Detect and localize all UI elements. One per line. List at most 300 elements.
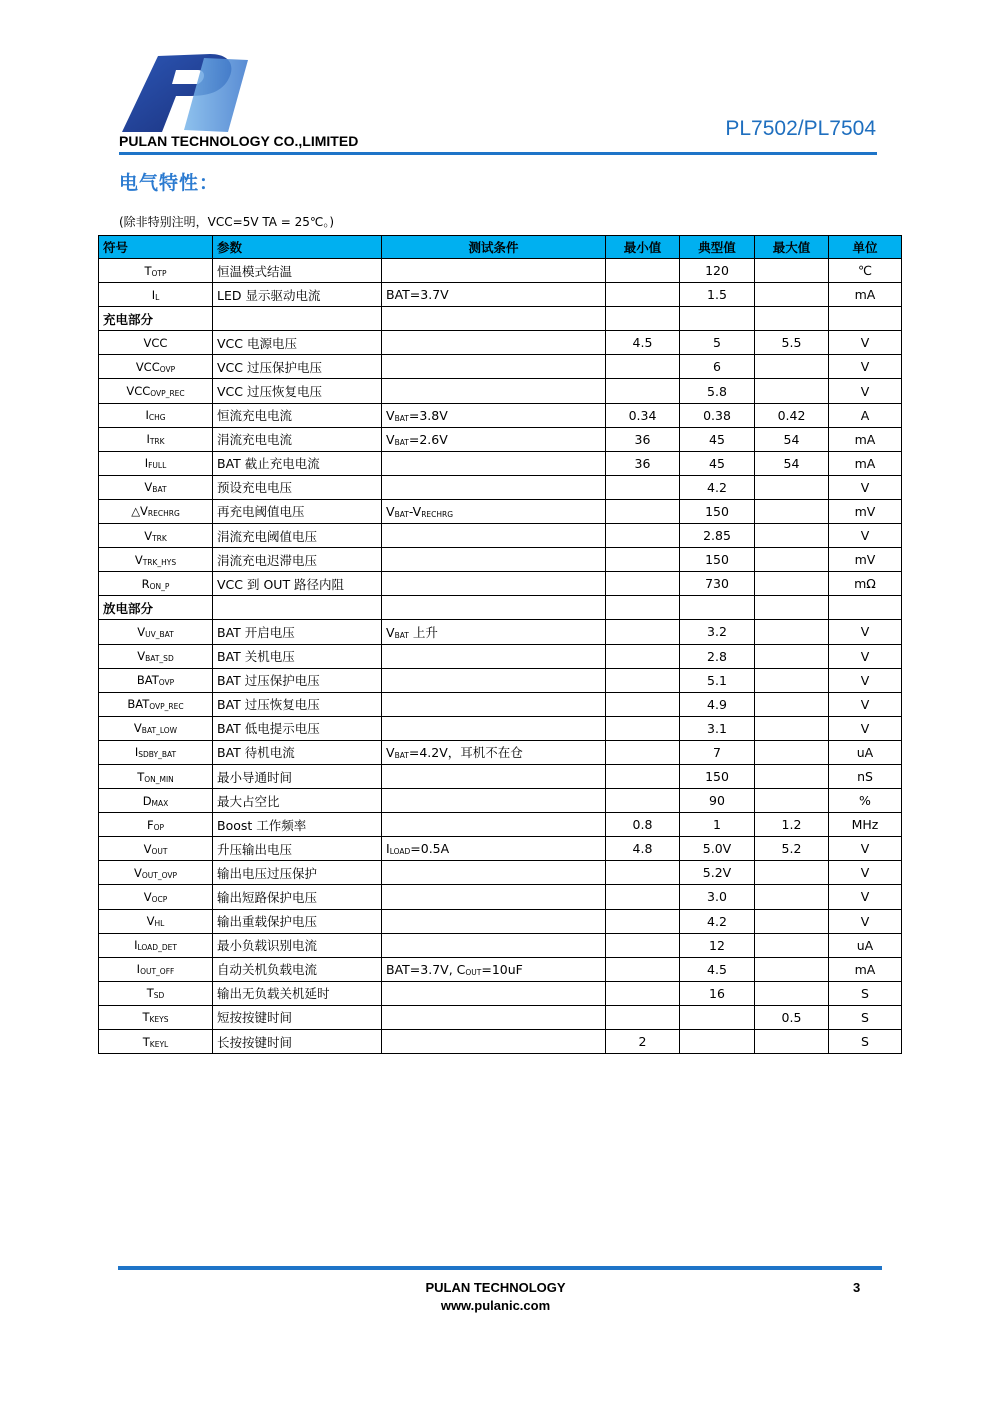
condition-text: V xyxy=(386,745,395,761)
cell-condition xyxy=(382,692,606,716)
cell-unit: V xyxy=(829,475,902,499)
cell-min: 4.5 xyxy=(606,331,680,355)
header-rule xyxy=(119,152,877,155)
cell-unit: mA xyxy=(829,957,902,981)
cell-condition xyxy=(382,427,606,451)
symbol-main: I xyxy=(136,962,141,977)
symbol-subscript: BAT_SD xyxy=(145,654,174,664)
cell-typ: 3.1 xyxy=(680,716,755,740)
cell-max xyxy=(755,764,829,788)
cell-parameter: VCC 过压恢复电压 xyxy=(213,379,382,403)
table-row xyxy=(99,331,902,355)
cell-min xyxy=(606,283,680,307)
cell-symbol xyxy=(99,668,213,692)
cell-symbol xyxy=(99,499,213,523)
cell-min xyxy=(606,596,680,620)
symbol-subscript: SD xyxy=(153,991,165,1001)
cell-max xyxy=(755,789,829,813)
table-row xyxy=(99,379,902,403)
cell-typ: 150 xyxy=(680,499,755,523)
cell-typ: 150 xyxy=(680,764,755,788)
cell-max xyxy=(755,740,829,764)
cell-condition xyxy=(382,283,606,307)
footer-url: www.pulanic.com xyxy=(440,1298,551,1313)
symbol-subscript: OVP xyxy=(158,678,175,688)
cell-symbol xyxy=(99,379,213,403)
symbol-main: D xyxy=(142,793,152,808)
cell-symbol xyxy=(99,451,213,475)
section-label: 放电部分 xyxy=(99,596,213,620)
symbol-main: V xyxy=(133,721,142,736)
symbol-subscript: BAT_LOW xyxy=(141,726,178,736)
table-row xyxy=(99,427,902,451)
cell-unit: V xyxy=(829,716,902,740)
cell-symbol xyxy=(99,331,213,355)
symbol-main: V xyxy=(134,552,143,567)
symbol-subscript: SDBY_BAT xyxy=(138,750,177,760)
cell-typ: 5.1 xyxy=(680,668,755,692)
cell-condition xyxy=(382,644,606,668)
cell-max xyxy=(755,283,829,307)
cell-symbol xyxy=(99,1030,213,1054)
table-row xyxy=(99,764,902,788)
cell-max: 0.42 xyxy=(755,403,829,427)
cell-parameter: 输出无负载关机延时 xyxy=(213,981,382,1005)
cell-unit xyxy=(829,307,902,331)
cell-typ: 120 xyxy=(680,259,755,283)
symbol-main: V xyxy=(137,649,146,664)
symbol-main: I xyxy=(145,408,149,423)
cell-parameter: 输出电压过压保护 xyxy=(213,861,382,885)
symbol-main: BAT xyxy=(127,697,150,712)
cell-parameter xyxy=(213,307,382,331)
page-number: 3 xyxy=(853,1280,861,1295)
cell-min xyxy=(606,307,680,331)
cell-symbol xyxy=(99,283,213,307)
cell-max: 54 xyxy=(755,427,829,451)
cell-parameter xyxy=(213,596,382,620)
cell-symbol xyxy=(99,837,213,861)
table-row xyxy=(99,909,902,933)
symbol-subscript: OUT_OFF xyxy=(140,967,175,977)
footer-company: PULAN TECHNOLOGY xyxy=(425,1280,566,1295)
symbol-main: V xyxy=(144,528,153,543)
cell-unit: mV xyxy=(829,499,902,523)
cell-typ: 45 xyxy=(680,451,755,475)
header-min: 最小值 xyxy=(606,236,680,259)
symbol-main: I xyxy=(146,432,150,447)
cell-max xyxy=(755,524,829,548)
cell-parameter: 涓流充电迟滞电压 xyxy=(213,548,382,572)
cell-min xyxy=(606,885,680,909)
cell-unit: nS xyxy=(829,764,902,788)
cell-typ: 3.0 xyxy=(680,885,755,909)
cell-parameter: Boost 工作频率 xyxy=(213,813,382,837)
cell-unit: V xyxy=(829,644,902,668)
cell-symbol xyxy=(99,789,213,813)
cell-symbol xyxy=(99,644,213,668)
cell-condition xyxy=(382,403,606,427)
cell-parameter: 最大占空比 xyxy=(213,789,382,813)
cell-unit: S xyxy=(829,1030,902,1054)
table-row xyxy=(99,572,902,596)
cell-min xyxy=(606,355,680,379)
cell-condition xyxy=(382,740,606,764)
cell-min xyxy=(606,1005,680,1029)
symbol-main: △V xyxy=(131,504,148,519)
cell-parameter: BAT 低电提示电压 xyxy=(213,716,382,740)
table-row xyxy=(99,475,902,499)
cell-symbol xyxy=(99,813,213,837)
table-row xyxy=(99,885,902,909)
table-row xyxy=(99,524,902,548)
cell-parameter: 短按按键时间 xyxy=(213,1005,382,1029)
symbol-subscript: TRK xyxy=(152,533,167,543)
symbol-main: T xyxy=(137,769,145,784)
condition-subscript: BAT xyxy=(394,437,409,447)
cell-max xyxy=(755,668,829,692)
cell-typ: 4.5 xyxy=(680,957,755,981)
cell-symbol xyxy=(99,716,213,740)
symbol-subscript: KEYL xyxy=(149,1039,169,1049)
condition-rest: =3.8V xyxy=(408,407,448,423)
symbol-subscript: OVP xyxy=(159,364,176,374)
cell-condition xyxy=(382,764,606,788)
cell-symbol xyxy=(99,981,213,1005)
cell-max xyxy=(755,620,829,644)
cell-unit: uA xyxy=(829,740,902,764)
symbol-main: R xyxy=(141,576,150,591)
table-row xyxy=(99,957,902,981)
symbol-subscript: OCP xyxy=(151,894,168,904)
cell-unit: V xyxy=(829,620,902,644)
condition-text: BAT=3.7V xyxy=(386,287,449,303)
cell-unit: V xyxy=(829,837,902,861)
condition-subscript: BAT xyxy=(394,413,409,423)
cell-condition xyxy=(382,307,606,331)
symbol-subscript: HL xyxy=(154,919,165,929)
cell-parameter: 升压输出电压 xyxy=(213,837,382,861)
table-row xyxy=(99,620,902,644)
section-title: 电气特性： xyxy=(119,172,220,194)
condition-text: BAT=3.7V, C xyxy=(386,961,466,977)
cell-max xyxy=(755,1030,829,1054)
condition-text: V xyxy=(386,407,395,423)
cell-typ: 6 xyxy=(680,355,755,379)
cell-unit: MHz xyxy=(829,813,902,837)
cell-max xyxy=(755,933,829,957)
cell-parameter: 涓流充电阈值电压 xyxy=(213,524,382,548)
cell-condition xyxy=(382,620,606,644)
cell-typ: 45 xyxy=(680,427,755,451)
cell-min xyxy=(606,716,680,740)
condition-rest: =0.5A xyxy=(410,841,450,857)
cell-condition xyxy=(382,933,606,957)
symbol-main: I xyxy=(151,287,156,302)
cell-typ: 4.2 xyxy=(680,909,755,933)
cell-min xyxy=(606,692,680,716)
cell-unit: mA xyxy=(829,427,902,451)
symbol-subscript: FULL xyxy=(148,461,167,471)
cell-typ: 150 xyxy=(680,548,755,572)
section-label: 充电部分 xyxy=(99,307,213,331)
cell-unit xyxy=(829,596,902,620)
cell-min xyxy=(606,668,680,692)
cell-condition xyxy=(382,668,606,692)
cell-condition xyxy=(382,596,606,620)
condition-subscript: BAT xyxy=(394,630,409,640)
table-row xyxy=(99,668,902,692)
cell-min: 0.34 xyxy=(606,403,680,427)
cell-unit: S xyxy=(829,1005,902,1029)
cell-typ xyxy=(680,307,755,331)
condition-text: V xyxy=(386,624,395,640)
cell-unit: V xyxy=(829,668,902,692)
cell-parameter: VCC 到 OUT 路径内阻 xyxy=(213,572,382,596)
table-row xyxy=(99,933,902,957)
condition-rest: =4.2V，耳机不在仓 xyxy=(408,745,523,761)
cell-symbol xyxy=(99,740,213,764)
cell-max xyxy=(755,307,829,331)
table-row xyxy=(99,259,902,283)
table-row xyxy=(99,499,902,523)
symbol-main: F xyxy=(146,817,154,832)
table-row xyxy=(99,837,902,861)
cell-parameter: 再充电阈值电压 xyxy=(213,499,382,523)
header-max: 最大值 xyxy=(755,236,829,259)
cell-parameter: BAT 过压保护电压 xyxy=(213,668,382,692)
symbol-subscript: OP xyxy=(153,822,165,832)
symbol-main: V xyxy=(143,841,152,856)
symbol-main: T xyxy=(142,1010,150,1025)
cell-max xyxy=(755,909,829,933)
cell-min xyxy=(606,572,680,596)
cell-min: 2 xyxy=(606,1030,680,1054)
symbol-subscript: RECHRG xyxy=(147,509,180,519)
header-symbol: 符号 xyxy=(99,236,213,259)
cell-min xyxy=(606,548,680,572)
cell-max xyxy=(755,499,829,523)
condition-subscript-2: RECHRG xyxy=(421,509,454,519)
cell-unit: % xyxy=(829,789,902,813)
cell-condition xyxy=(382,355,606,379)
cell-parameter: 自动关机负载电流 xyxy=(213,957,382,981)
cell-max xyxy=(755,861,829,885)
symbol-subscript: TRK_HYS xyxy=(142,557,177,567)
symbol-subscript: CHG xyxy=(148,413,166,423)
symbol-main: T xyxy=(144,263,152,278)
symbol-subscript: TRK xyxy=(149,437,165,447)
cell-unit: S xyxy=(829,981,902,1005)
cell-typ: 7 xyxy=(680,740,755,764)
header-condition: 测试条件 xyxy=(382,236,606,259)
cell-symbol xyxy=(99,548,213,572)
cell-max xyxy=(755,379,829,403)
cell-unit: V xyxy=(829,909,902,933)
cell-parameter: BAT 过压恢复电压 xyxy=(213,692,382,716)
electrical-characteristics-table xyxy=(98,235,902,1054)
cell-max xyxy=(755,596,829,620)
symbol-subscript: UV_BAT xyxy=(145,629,174,639)
cell-min xyxy=(606,957,680,981)
conditions-note: (除非特别注明，VCC=5V TA = 25℃。) xyxy=(119,215,335,229)
cell-symbol xyxy=(99,355,213,379)
cell-symbol xyxy=(99,933,213,957)
table-row xyxy=(99,716,902,740)
table-row xyxy=(99,548,902,572)
cell-max xyxy=(755,475,829,499)
symbol-subscript: MAX xyxy=(151,798,169,808)
table-header-row xyxy=(99,236,902,259)
cell-parameter: 恒流充电电流 xyxy=(213,403,382,427)
symbol-main: V xyxy=(146,914,155,929)
cell-min xyxy=(606,259,680,283)
table-row xyxy=(99,403,902,427)
cell-max xyxy=(755,957,829,981)
cell-min xyxy=(606,764,680,788)
cell-max: 0.5 xyxy=(755,1005,829,1029)
cell-min xyxy=(606,379,680,403)
table-row xyxy=(99,861,902,885)
cell-condition xyxy=(382,716,606,740)
cell-symbol xyxy=(99,259,213,283)
condition-rest: =10uF xyxy=(481,961,523,977)
header-parameter: 参数 xyxy=(213,236,382,259)
cell-condition xyxy=(382,861,606,885)
cell-parameter: 涓流充电电流 xyxy=(213,427,382,451)
symbol-main: V xyxy=(137,624,146,639)
footer-rule xyxy=(118,1266,882,1270)
cell-unit: V xyxy=(829,524,902,548)
condition-subscript: BAT xyxy=(394,509,409,519)
cell-unit: V xyxy=(829,692,902,716)
condition-text: I xyxy=(386,841,390,857)
cell-condition xyxy=(382,499,606,523)
cell-min xyxy=(606,620,680,644)
cell-min xyxy=(606,644,680,668)
cell-typ: 1 xyxy=(680,813,755,837)
cell-min: 36 xyxy=(606,451,680,475)
table-row xyxy=(99,789,902,813)
cell-symbol xyxy=(99,957,213,981)
section-row xyxy=(99,307,902,331)
table-row xyxy=(99,355,902,379)
cell-typ: 3.2 xyxy=(680,620,755,644)
cell-typ: 90 xyxy=(680,789,755,813)
table-row xyxy=(99,740,902,764)
cell-symbol xyxy=(99,475,213,499)
cell-parameter: BAT 开启电压 xyxy=(213,620,382,644)
cell-typ: 5.8 xyxy=(680,379,755,403)
cell-parameter: 输出重载保护电压 xyxy=(213,909,382,933)
cell-typ: 4.2 xyxy=(680,475,755,499)
symbol-main: V xyxy=(143,889,152,904)
cell-typ: 2.8 xyxy=(680,644,755,668)
table-row xyxy=(99,981,902,1005)
cell-min: 36 xyxy=(606,427,680,451)
condition-rest: 上升 xyxy=(408,624,438,640)
cell-max xyxy=(755,885,829,909)
cell-min xyxy=(606,499,680,523)
cell-max xyxy=(755,981,829,1005)
cell-symbol xyxy=(99,572,213,596)
cell-max xyxy=(755,692,829,716)
cell-condition xyxy=(382,451,606,475)
cell-parameter: LED 显示驱动电流 xyxy=(213,283,382,307)
condition-subscript: OUT xyxy=(465,967,482,977)
cell-typ: 5 xyxy=(680,331,755,355)
cell-max xyxy=(755,259,829,283)
cell-condition xyxy=(382,909,606,933)
cell-min xyxy=(606,861,680,885)
cell-condition xyxy=(382,837,606,861)
symbol-main: T xyxy=(142,1034,150,1049)
cell-typ: 12 xyxy=(680,933,755,957)
symbol-subscript: ON_P xyxy=(149,581,170,591)
cell-typ xyxy=(680,596,755,620)
cell-typ: 4.9 xyxy=(680,692,755,716)
cell-typ xyxy=(680,1030,755,1054)
table-row xyxy=(99,283,902,307)
cell-condition xyxy=(382,475,606,499)
cell-typ: 5.0V xyxy=(680,837,755,861)
company-name: PULAN TECHNOLOGY CO.,LIMITED xyxy=(119,133,359,149)
cell-unit: mΩ xyxy=(829,572,902,596)
cell-typ: 1.5 xyxy=(680,283,755,307)
symbol-subscript: OVP_REC xyxy=(150,389,185,399)
symbol-main: V xyxy=(133,865,142,880)
cell-typ: 16 xyxy=(680,981,755,1005)
cell-parameter: BAT 待机电流 xyxy=(213,740,382,764)
cell-parameter: BAT 关机电压 xyxy=(213,644,382,668)
cell-parameter: BAT 截止充电电流 xyxy=(213,451,382,475)
symbol-subscript: OVP_REC xyxy=(149,702,184,712)
cell-min xyxy=(606,789,680,813)
symbol-subscript: KEYS xyxy=(149,1015,169,1025)
condition-rest: =2.6V xyxy=(408,431,448,447)
table-row xyxy=(99,451,902,475)
cell-typ xyxy=(680,1005,755,1029)
table-row xyxy=(99,644,902,668)
cell-parameter: 恒温模式结温 xyxy=(213,259,382,283)
cell-symbol xyxy=(99,909,213,933)
condition-text: V xyxy=(386,503,395,519)
header-unit: 单位 xyxy=(829,236,902,259)
cell-unit: V xyxy=(829,355,902,379)
symbol-main: BAT xyxy=(136,673,159,688)
cell-symbol xyxy=(99,403,213,427)
cell-condition xyxy=(382,379,606,403)
cell-typ: 0.38 xyxy=(680,403,755,427)
cell-min xyxy=(606,933,680,957)
cell-condition xyxy=(382,548,606,572)
symbol-main: VCC xyxy=(126,384,151,399)
cell-unit: V xyxy=(829,861,902,885)
condition-subscript: LOAD xyxy=(389,847,411,857)
cell-condition xyxy=(382,1030,606,1054)
cell-symbol xyxy=(99,692,213,716)
cell-max xyxy=(755,572,829,596)
cell-parameter: 预设充电电压 xyxy=(213,475,382,499)
cell-condition xyxy=(382,885,606,909)
cell-unit: V xyxy=(829,379,902,403)
cell-condition xyxy=(382,259,606,283)
symbol-main: VCC xyxy=(143,335,168,350)
symbol-main: I xyxy=(144,456,149,471)
cell-typ: 5.2V xyxy=(680,861,755,885)
cell-parameter: 长按按键时间 xyxy=(213,1030,382,1054)
cell-unit: V xyxy=(829,885,902,909)
